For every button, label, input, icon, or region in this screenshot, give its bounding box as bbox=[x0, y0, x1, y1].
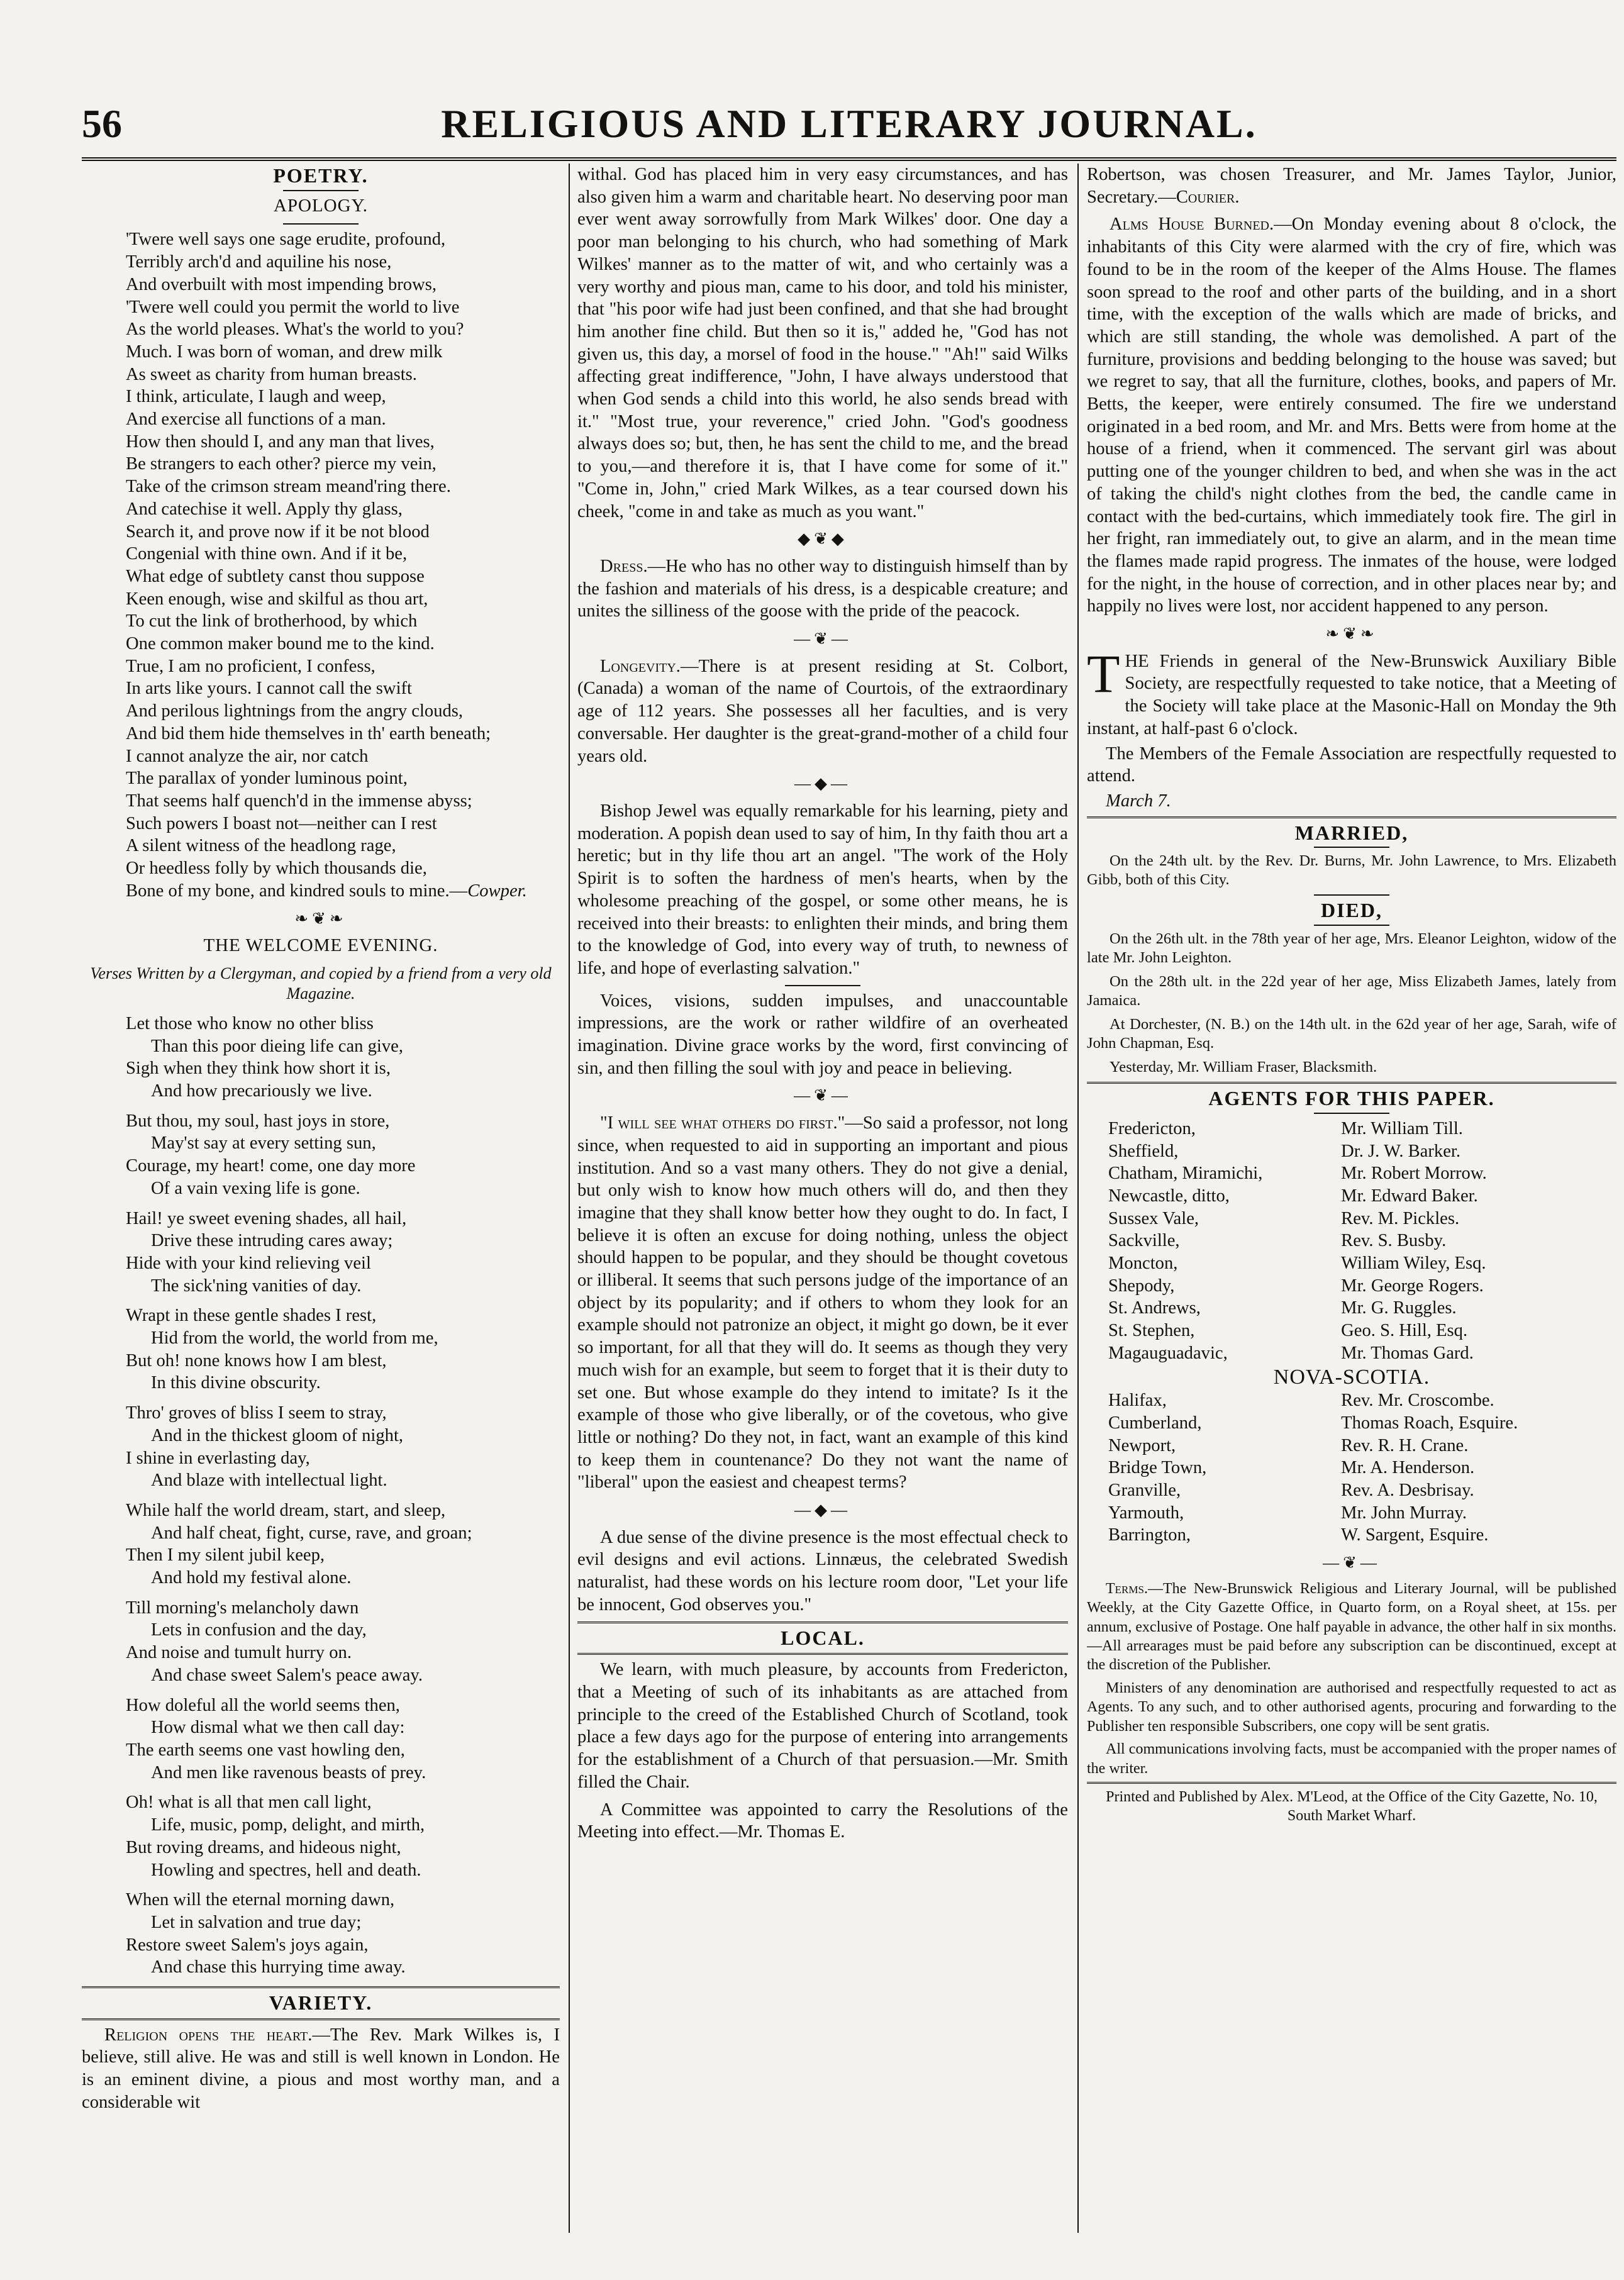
agent-name: Rev. A. Desbrisay. bbox=[1341, 1481, 1474, 1501]
agent-place: Shepody, bbox=[1108, 1276, 1175, 1296]
article-local-cont: A Committee was appointed to carry the Resolutions of the Meeting into effect.—Mr. Thomas E. bbox=[577, 1799, 1068, 1842]
article-linnaeus: A due sense of the divine presence is the most effectual check to evil designs and evil actions. Linnæus, the celebrated Swedish naturalist, had these words on his lecture room door, "Let your life be innocent, God observes you." bbox=[577, 1527, 1068, 1615]
poem-line: Take of the crimson stream meand'ring there. bbox=[126, 477, 451, 497]
poem-line: Bone of my bone, and kindred souls to mine.— bbox=[126, 881, 468, 901]
agent-name: Rev. S. Busby. bbox=[1341, 1231, 1447, 1251]
poem-line: I think, articulate, I laugh and weep, bbox=[126, 387, 386, 407]
poem-line: 'Twere well could you permit the world to live bbox=[126, 297, 460, 317]
poem-line: When will the eternal morning dawn, bbox=[126, 1890, 395, 1910]
poem-line: Restore sweet Salem's joys again, bbox=[126, 1935, 369, 1955]
agent-place: Magauguadavic, bbox=[1108, 1343, 1228, 1363]
agent-place: Chatham, Miramichi, bbox=[1108, 1164, 1263, 1184]
poem-line: Oh! what is all that men call light, bbox=[126, 1793, 372, 1813]
divider bbox=[1314, 925, 1389, 926]
agent-place: St. Andrews, bbox=[1108, 1298, 1201, 1318]
poem-line: Till morning's melancholy dawn bbox=[126, 1598, 359, 1618]
agent-row bbox=[1087, 1320, 1616, 1342]
poem-line: One common maker bound me to the kind. bbox=[126, 634, 435, 654]
column-divider bbox=[1077, 164, 1079, 2233]
poem-stanza bbox=[126, 1208, 560, 1298]
divider bbox=[1087, 1782, 1616, 1784]
poem-stanza bbox=[126, 1304, 560, 1394]
divider bbox=[785, 985, 860, 986]
notice-text: HE Friends in general of the New-Brunswick Auxiliary Bible Society, are respectfully requested to take notice, that a Meeting of the Society will take place at the Masonic-Hall on Monday the 9th instant, at half-past 6 o'clock. bbox=[1087, 651, 1616, 738]
header-rule bbox=[82, 157, 1616, 164]
agent-place: Sheffield, bbox=[1108, 1141, 1179, 1161]
poem-line: Howling and spectres, hell and death. bbox=[151, 1860, 421, 1880]
died-heading: DIED, bbox=[1320, 899, 1382, 922]
terms-agents: Ministers of any denomination are authorised and respectfully requested to act as Agents. To any such, and to other authorised agents, procuring and forwarding to the Publisher ten responsible Subscribers, one copy will be sent gratis. bbox=[1087, 1679, 1616, 1735]
poem-line: While half the world dream, start, and sleep, bbox=[126, 1500, 446, 1520]
column-middle bbox=[577, 164, 1068, 2233]
divider bbox=[577, 1653, 1068, 1655]
agent-row bbox=[1087, 1230, 1616, 1252]
journal-title: RELIGIOUS AND LITERARY JOURNAL. bbox=[441, 101, 1257, 146]
agent-row bbox=[1087, 1479, 1616, 1502]
poem-line: Life, music, pomp, delight, and mirth, bbox=[151, 1815, 425, 1835]
article-alms-house bbox=[1087, 213, 1616, 618]
columns bbox=[82, 164, 1616, 2233]
poem-line: What edge of subtlety canst thou suppose bbox=[126, 566, 425, 586]
agent-row bbox=[1087, 1342, 1616, 1365]
divider bbox=[283, 223, 359, 225]
poem-stanza bbox=[126, 1110, 560, 1200]
poem-line: And how precariously we live. bbox=[151, 1081, 372, 1101]
agent-row bbox=[1087, 1502, 1616, 1525]
poem-line: I shine in everlasting day, bbox=[126, 1448, 310, 1468]
article-jewel: Bishop Jewel was equally remarkable for his learning, piety and moderation. A popish dean used to say of him, In thy faith thou art a heretic; but in thy life thou art an angel. "The work of the Holy Spirit is to soften the hardness of men's hearts, when by the wholesome preaching of the gospel, or some other means, he is received into their breasts: to enlighten their minds, and bring them to the knowledge of God, into every way of truth, to newness of life, and hope of everlasting salvation." bbox=[577, 801, 1068, 978]
poem-line: How then should I, and any man that lives, bbox=[126, 431, 435, 452]
agent-place: Barrington, bbox=[1108, 1525, 1191, 1545]
agent-place: Bridge Town, bbox=[1108, 1458, 1207, 1478]
agents-table-nb bbox=[1087, 1118, 1616, 1365]
poem-line: Drive these intruding cares away; bbox=[151, 1231, 393, 1251]
poem-line: And noise and tumult hurry on. bbox=[126, 1643, 352, 1663]
poem-line: The sick'ning vanities of day. bbox=[151, 1276, 362, 1296]
poem-line: And exercise all functions of a man. bbox=[126, 409, 386, 430]
died-notice: At Dorchester, (N. B.) on the 14th ult. in the 62d year of her age, Sarah, wife of John Chapman, Esq. bbox=[1087, 1016, 1616, 1052]
poem-line: In arts like yours. I cannot call the swift bbox=[126, 679, 412, 699]
agent-row bbox=[1087, 1118, 1616, 1140]
agent-name: Mr. Thomas Gard. bbox=[1341, 1343, 1474, 1363]
agent-name: Mr. George Rogers. bbox=[1341, 1276, 1484, 1296]
agent-name: Rev. M. Pickles. bbox=[1341, 1208, 1460, 1228]
poem-apology bbox=[82, 228, 560, 879]
ornament-divider: —❦— bbox=[1323, 1554, 1381, 1572]
terms-runin: Terms. bbox=[1106, 1580, 1148, 1597]
article-runin: Religion opens the heart. bbox=[104, 2025, 313, 2045]
divider bbox=[283, 190, 359, 191]
poem-line: Hide with your kind relieving veil bbox=[126, 1253, 371, 1273]
article-text: —He who has no other way to distinguish himself than by the fashion and materials of his dress, is a despicable creature; and unites the silliness of the goose with the pride of the peacock. bbox=[577, 556, 1068, 621]
agent-place: Cumberland, bbox=[1108, 1413, 1202, 1433]
agent-row bbox=[1087, 1412, 1616, 1435]
poem-line: And chase this hurrying time away. bbox=[151, 1957, 406, 1977]
poem-line: Let those who know no other bliss bbox=[126, 1013, 374, 1033]
agent-row bbox=[1087, 1252, 1616, 1275]
poem-title: THE WELCOME EVENING. bbox=[203, 935, 438, 956]
died-notices bbox=[1087, 930, 1616, 1077]
agent-row bbox=[1087, 1524, 1616, 1547]
agent-place: Sackville, bbox=[1108, 1231, 1180, 1251]
poem-line: I cannot analyze the air, nor catch bbox=[126, 746, 369, 766]
article-text: —The Rev. Mark Wilkes is, I believe, still alive. He was and still is well known in London. He is an eminent divine, a pious and most worthy man, and a considerable wit bbox=[82, 2025, 560, 2112]
poem-line: May'st say at every setting sun, bbox=[151, 1133, 376, 1154]
poem-stanza bbox=[126, 1013, 560, 1103]
poem-line: Hail! ye sweet evening shades, all hail, bbox=[126, 1208, 407, 1228]
column-divider bbox=[569, 164, 570, 2233]
poem-line: But thou, my soul, hast joys in store, bbox=[126, 1111, 390, 1131]
poem-line: And half cheat, fight, curse, rave, and groan; bbox=[151, 1523, 472, 1543]
agent-name: Mr. William Till. bbox=[1341, 1118, 1463, 1138]
article-local: We learn, with much pleasure, by accounts from Fredericton, that a Meeting of such of its inhabitants as are attached from principle to the creed of the Established Church of Scotland, took place a few days ago for the purpose of entering into arrangements for the establishment of a Church of that persuasion.—Mr. Smith filled the Chair. bbox=[577, 1660, 1068, 1792]
poem-line: Such powers I boast not—neither can I rest bbox=[126, 813, 437, 833]
poem-line: And blaze with intellectual light. bbox=[151, 1471, 387, 1491]
printer-imprint: Printed and Published by Alex. M'Leod, at the Office of the City Gazette, No. 10, South Market Wharf. bbox=[1106, 1788, 1598, 1824]
poem-line: Terribly arch'd and aquiline his nose, bbox=[126, 252, 392, 272]
poem-stanza bbox=[126, 1402, 560, 1492]
poem-title: APOLOGY. bbox=[273, 195, 369, 216]
article-text: Robertson, was chosen Treasurer, and Mr. James Taylor, Junior, Secretary.— bbox=[1087, 165, 1616, 207]
poem-line: Search it, and prove now if it be not blood bbox=[126, 521, 430, 542]
poem-line: And men like ravenous beasts of prey. bbox=[151, 1762, 426, 1782]
column-right bbox=[1087, 164, 1616, 2233]
poem-line: To cut the link of brotherhood, by which bbox=[126, 611, 418, 631]
agent-place: Halifax, bbox=[1108, 1391, 1167, 1411]
poem-line: As the world pleases. What's the world to you? bbox=[126, 320, 464, 340]
masthead bbox=[82, 101, 1616, 156]
agent-place: Yarmouth, bbox=[1108, 1503, 1184, 1523]
poem-line: Keen enough, wise and skilful as thou art, bbox=[126, 589, 428, 609]
poem-line: But roving dreams, and hideous night, bbox=[126, 1837, 401, 1857]
divider bbox=[1314, 894, 1389, 896]
agent-name: W. Sargent, Esquire. bbox=[1341, 1525, 1489, 1545]
poem-line: A silent witness of the headlong rage, bbox=[126, 836, 396, 856]
poem-line: And in the thickest gloom of night, bbox=[151, 1425, 404, 1445]
divider bbox=[577, 1621, 1068, 1623]
ornament-divider: ❧❦❧ bbox=[1325, 625, 1378, 643]
agent-row bbox=[1087, 1457, 1616, 1479]
poem-line: Sigh when they think how short it is, bbox=[126, 1059, 391, 1079]
agent-place: Fredericton, bbox=[1108, 1118, 1196, 1138]
article-runin: Longevity. bbox=[600, 656, 681, 676]
column-left bbox=[82, 164, 560, 2233]
poem-line: And overbuilt with most impending brows, bbox=[126, 274, 437, 294]
poem-line: And bid them hide themselves in th' earth beneath; bbox=[126, 723, 491, 743]
married-heading: MARRIED, bbox=[1294, 821, 1409, 844]
terms-paragraph bbox=[1087, 1579, 1616, 1675]
article-dress bbox=[577, 555, 1068, 623]
newspaper-page bbox=[82, 101, 1616, 2239]
poem-line: And catechise it well. Apply thy glass, bbox=[126, 499, 403, 519]
agent-place: Moncton, bbox=[1108, 1254, 1178, 1274]
poem-line: Than this poor dieing life can give, bbox=[151, 1036, 403, 1056]
died-notice: On the 26th ult. in the 78th year of her age, Mrs. Eleanor Leighton, widow of the late Mr. John Leighton. bbox=[1087, 930, 1616, 967]
agents-table-ns bbox=[1087, 1389, 1616, 1547]
agents-heading: AGENTS FOR THIS PAPER. bbox=[1208, 1087, 1495, 1110]
agent-name: Geo. S. Hill, Esq. bbox=[1341, 1321, 1468, 1341]
poem-signature: Cowper. bbox=[467, 881, 527, 901]
agent-name: Rev. Mr. Croscombe. bbox=[1341, 1391, 1494, 1411]
agent-row bbox=[1087, 1297, 1616, 1320]
agent-row bbox=[1087, 1208, 1616, 1230]
article-longevity bbox=[577, 655, 1068, 768]
article-runin: "I will see what others do first." bbox=[600, 1113, 845, 1133]
agent-place: St. Stephen, bbox=[1108, 1321, 1195, 1341]
poem-line: In this divine obscurity. bbox=[151, 1373, 321, 1393]
poem-stanza bbox=[126, 1694, 560, 1784]
notice-date: March 7. bbox=[1106, 791, 1171, 811]
agent-row bbox=[1087, 1275, 1616, 1298]
agent-name: Dr. J. W. Barker. bbox=[1341, 1141, 1460, 1161]
agent-name: Mr. A. Henderson. bbox=[1341, 1458, 1475, 1478]
agent-row bbox=[1087, 1185, 1616, 1208]
poem-line: That seems half quench'd in the immense abyss; bbox=[126, 791, 472, 811]
terms-communications: All communications involving facts, must be accompanied with the proper names of the writer. bbox=[1087, 1741, 1616, 1777]
poem-line: Of a vain vexing life is gone. bbox=[151, 1178, 360, 1198]
divider bbox=[1087, 816, 1616, 818]
article-text: —So said a professor, not long since, when requested to aid in supporting an important and pious institution. And so a vast many others. They do not give a denial, but only wish to know how much others will do, and then they imagine that they shall know better how they ought to do. In fact, I believe it is often an excuse for doing nothing, unless the object should happen to be popular, and they should be thought covetous or illiberal. It seems that such persons judge of the importance of an object by its popularity; and if others to whom they look for an example should not patronize an object, it might go down, be it ever so important, for all that they will do. It seems as though they very much wish for an example, but seem to forget that it is their duty to set one. But whose example do they intend to imitate? Is it the example of those who give liberally, or of the covetous, who give little or nothing? Do they not, in fact, want an example of this kind to keep them in countenance? Do they not want the name of "liberal" upon the easiest and cheapest terms? bbox=[577, 1113, 1068, 1493]
poem-line: 'Twere well says one sage erudite, profound, bbox=[126, 230, 446, 250]
article-religion bbox=[82, 2024, 560, 2114]
died-notice: Yesterday, Mr. William Fraser, Blacksmith. bbox=[1110, 1059, 1377, 1076]
poetry-heading: POETRY. bbox=[273, 164, 369, 187]
divider bbox=[1314, 847, 1389, 848]
poem-line: True, I am no proficient, I confess, bbox=[126, 656, 375, 676]
article-source: Courier. bbox=[1176, 187, 1240, 207]
terms-text: —The New-Brunswick Religious and Literary Journal, will be published Weekly, at the City Gazette Office, in Quarto form, on a Royal sheet, at 15s. per annum, exclusive of Postage. One half payable in advance, the other half in six months.—All arrearages must be paid before any subscription can be discontinued, except at the discretion of the Publisher. bbox=[1087, 1580, 1616, 1674]
divider bbox=[82, 2018, 560, 2020]
article-runin: Dress. bbox=[600, 556, 648, 576]
poem-line: And hold my festival alone. bbox=[151, 1568, 352, 1588]
drop-cap: T bbox=[1087, 643, 1120, 704]
poem-line: As sweet as charity from human breasts. bbox=[126, 364, 417, 384]
agent-row bbox=[1087, 1162, 1616, 1185]
article-religion-cont: withal. God has placed him in very easy circumstances, and has also given him a warm and charitable heart. No deserving poor man ever went away sorrowfully from Mark Wilkes' door. One day a poor man belonging to his church, who had something of Mark Wilkes' manner as to the matter of wit, and who certainly was a very worthy and pious man, came to his door, and told his minister, that "his poor wife had just been confined, and that she had brought him another fine child. But then so it is," added he, "God has not given us, this day, a morsel of food in the house." "Ah!" said Wilks affecting great indifference, "John, I have always understood that when God sends a child into this world, he also sends bread with it." "Most true, your reverence," cried John. "God's goodness always does so; but, then, he has sent the child to me, and the bread to you,—and therefore it is, that I have come for some of it." "Come in, John," cried Mark Wilkes, as a tear coursed down his cheek, "come in and take as much as you want." bbox=[577, 165, 1068, 521]
divider bbox=[1087, 1082, 1616, 1084]
article-text: —On Monday evening about 8 o'clock, the inhabitants of this City were alarmed with the cry of fire, which was found to be in the room of the keeper of the Alms House. The flames soon spread to the roof and other parts of the building, and in a short time, with the exception of the walls which are made of bricks, and which are still standing, the whole was demolished. A part of the furniture, provisions and bedding belonging to the house was saved; but we regret to say, that all the furniture, clothes, books, and papers of Mr. Betts, the keeper, were entirely consumed. The fire we understand originated in a bed room, and Mr. and Mrs. Betts were from home at the house of a friend, when it commenced. The servant girl was about putting one of the younger children to bed, and when she was in the act of taking the child's night clothes from the bed, the candle came in contact with the bed-curtains, which immediately took fire. The girl in her fright, ran immediately out, to give an alarm, and in the mean time the flames made rapid progress. The inmates of the house, were lodged for the night, in the house of correction, and in other places near by; and happily no lives were lost, nor accident happened to any person. bbox=[1087, 214, 1616, 616]
poem-line: The parallax of yonder luminous point, bbox=[126, 769, 408, 789]
agent-name: Mr. G. Ruggles. bbox=[1341, 1298, 1457, 1318]
article-text: —There is at present residing at St. Colbort, (Canada) a woman of the name of Courtois, of the extraordinary age of 112 years. She possesses all her faculties, and is very conversable. Her daughter is the great-grand-mother of a child four years old. bbox=[577, 656, 1068, 766]
divider bbox=[1314, 1113, 1389, 1114]
poem-line: How dismal what we then call day: bbox=[151, 1718, 405, 1738]
agent-row bbox=[1087, 1389, 1616, 1412]
poem-welcome-evening bbox=[82, 1013, 560, 1979]
poem-line: But oh! none knows how I am blest, bbox=[126, 1350, 387, 1371]
ornament-divider: —❦— bbox=[794, 1086, 852, 1105]
ornament-divider: —❦— bbox=[794, 630, 852, 648]
agent-name: Mr. Robert Morrow. bbox=[1341, 1164, 1487, 1184]
poem-line: Then I my silent jubil keep, bbox=[126, 1545, 325, 1565]
poem-line: How doleful all the world seems then, bbox=[126, 1695, 400, 1715]
agent-place: Sussex Vale, bbox=[1108, 1208, 1199, 1228]
poem-last-line bbox=[82, 880, 560, 903]
poem-line: Lets in confusion and the day, bbox=[151, 1620, 367, 1640]
article-first bbox=[577, 1112, 1068, 1494]
poem-line: Courage, my heart! come, one day more bbox=[126, 1156, 416, 1176]
agent-name: William Wiley, Esq. bbox=[1341, 1254, 1486, 1274]
female-association-notice: The Members of the Female Association are respectfully requested to attend. bbox=[1087, 743, 1616, 786]
ornament-divider: ❧❦❧ bbox=[294, 909, 347, 928]
local-heading: LOCAL. bbox=[781, 1626, 865, 1649]
agent-place: Granville, bbox=[1108, 1481, 1181, 1501]
agent-name: Mr. Edward Baker. bbox=[1341, 1186, 1478, 1206]
ornament-divider: ◆❦◆ bbox=[798, 530, 848, 548]
poem-stanza bbox=[126, 1889, 560, 1979]
agent-place: Newcastle, ditto, bbox=[1108, 1186, 1230, 1206]
poem-line: Or heedless folly by which thousands die, bbox=[126, 859, 427, 879]
agent-row bbox=[1087, 1435, 1616, 1457]
poem-line: Let in salvation and true day; bbox=[151, 1912, 362, 1932]
divider bbox=[82, 1986, 560, 1988]
bible-society-notice bbox=[1087, 643, 1616, 740]
poem-line: Wrapt in these gentle shades I rest, bbox=[126, 1306, 377, 1326]
poem-line: The earth seems one vast howling den, bbox=[126, 1740, 405, 1760]
page-number: 56 bbox=[82, 101, 122, 146]
poem-line: Be strangers to each other? pierce my vein, bbox=[126, 454, 437, 474]
poem-line: Thro' groves of bliss I seem to stray, bbox=[126, 1403, 387, 1423]
poem-line: And perilous lightnings from the angry clouds, bbox=[126, 701, 464, 721]
article-runin: Alms House Burned. bbox=[1110, 214, 1274, 235]
ornament-divider: —◆— bbox=[794, 1501, 851, 1520]
died-notice: On the 28th ult. in the 22d year of her age, Miss Elizabeth James, lately from Jamaica. bbox=[1087, 973, 1616, 1009]
poem-stanza bbox=[126, 1597, 560, 1687]
poem-line: Hid from the world, the world from me, bbox=[151, 1328, 438, 1349]
agent-row bbox=[1087, 1140, 1616, 1163]
agent-name: Thomas Roach, Esquire. bbox=[1341, 1413, 1518, 1433]
poem-intro: Verses Written by a Clergyman, and copied by a friend from a very old Magazine. bbox=[90, 964, 552, 1003]
nova-scotia-heading: NOVA-SCOTIA. bbox=[1273, 1365, 1430, 1389]
married-notice: On the 24th ult. by the Rev. Dr. Burns, Mr. John Lawrence, to Mrs. Elizabeth Gibb, both of this City. bbox=[1087, 852, 1616, 889]
poem-line: And chase sweet Salem's peace away. bbox=[151, 1665, 423, 1685]
poem-stanza bbox=[126, 1499, 560, 1589]
poem-line: Much. I was born of woman, and drew milk bbox=[126, 342, 443, 362]
variety-heading: VARIETY. bbox=[269, 1991, 373, 2015]
agent-name: Rev. R. H. Crane. bbox=[1341, 1435, 1469, 1455]
poem-stanza bbox=[126, 1791, 560, 1881]
poem-line: Congenial with thine own. And if it be, bbox=[126, 544, 408, 564]
article-voices: Voices, visions, sudden impulses, and unaccountable impressions, are the work or rather wildfire of an overheated imagination. Divine grace works by the word, first convincing of sin, and then filling the soul with joy and peace in believing. bbox=[577, 991, 1068, 1078]
article-local-cont bbox=[1087, 164, 1616, 208]
ornament-divider: —◆— bbox=[794, 774, 851, 793]
agent-place: Newport, bbox=[1108, 1435, 1176, 1455]
agent-name: Mr. John Murray. bbox=[1341, 1503, 1467, 1523]
